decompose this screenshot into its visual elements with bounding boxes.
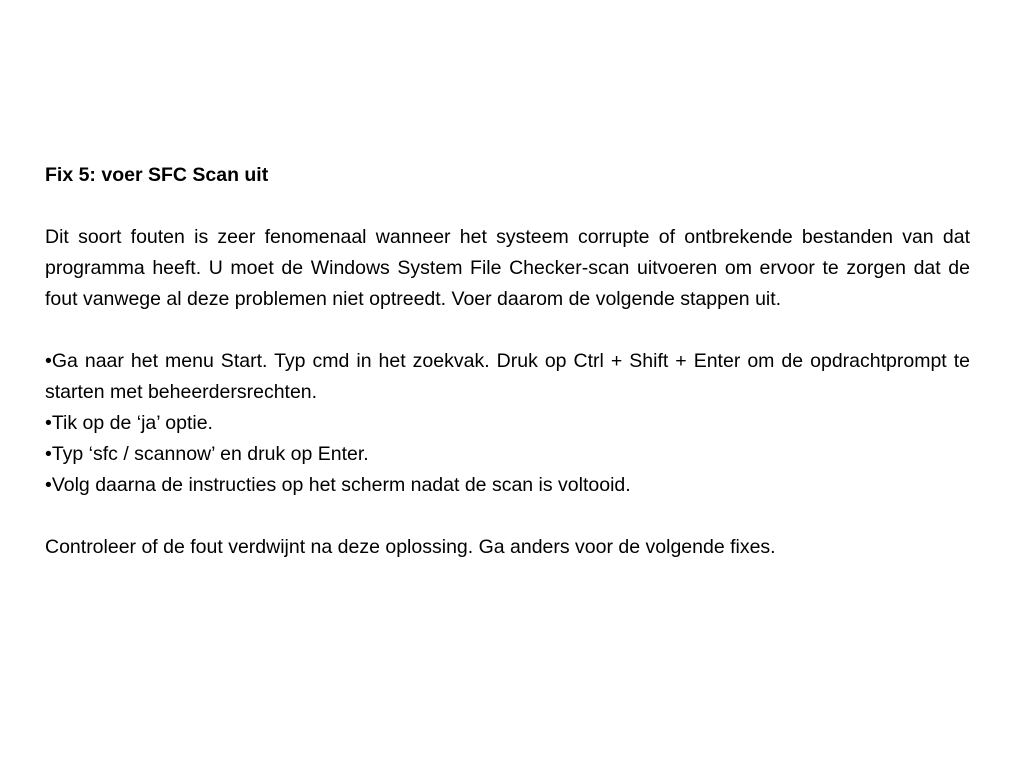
step-item <box>45 439 970 470</box>
spacer <box>45 191 970 222</box>
spacer <box>45 315 970 346</box>
bullet-icon: • <box>45 350 52 372</box>
step-text: Typ ‘sfc / scannow’ en druk op Enter. <box>51 443 369 465</box>
slide-content <box>45 160 970 563</box>
closing-paragraph: Controleer of de fout verdwijnt na deze oplossing. Ga anders voor de volgende fixes. <box>45 536 776 558</box>
step-item <box>45 346 970 408</box>
bullet-icon: • <box>45 443 52 465</box>
steps-list <box>45 346 970 501</box>
step-item <box>45 408 970 439</box>
bullet-icon: • <box>45 412 52 434</box>
step-text: Tik op de ‘ja’ optie. <box>51 412 213 434</box>
step-item <box>45 470 970 501</box>
bullet-icon: • <box>45 474 52 496</box>
step-text: Ga naar het menu Start. Typ cmd in het zoekvak. Druk op Ctrl + Shift + Enter om de opdrachtprompt te starten met beheerdersrechten. <box>45 350 970 403</box>
step-text: Volg daarna de instructies op het scherm nadat de scan is voltooid. <box>51 474 631 496</box>
slide-title: Fix 5: voer SFC Scan uit <box>45 164 269 186</box>
spacer <box>45 501 970 532</box>
intro-paragraph: Dit soort fouten is zeer fenomenaal wanneer het systeem corrupte of ontbrekende bestanden van dat programma heeft. U moet de Windows System File Checker-scan uitvoeren om ervoor te zorgen dat de fout vanwege al deze problemen niet optreedt. Voer daarom de volgende stappen uit. <box>45 226 970 310</box>
